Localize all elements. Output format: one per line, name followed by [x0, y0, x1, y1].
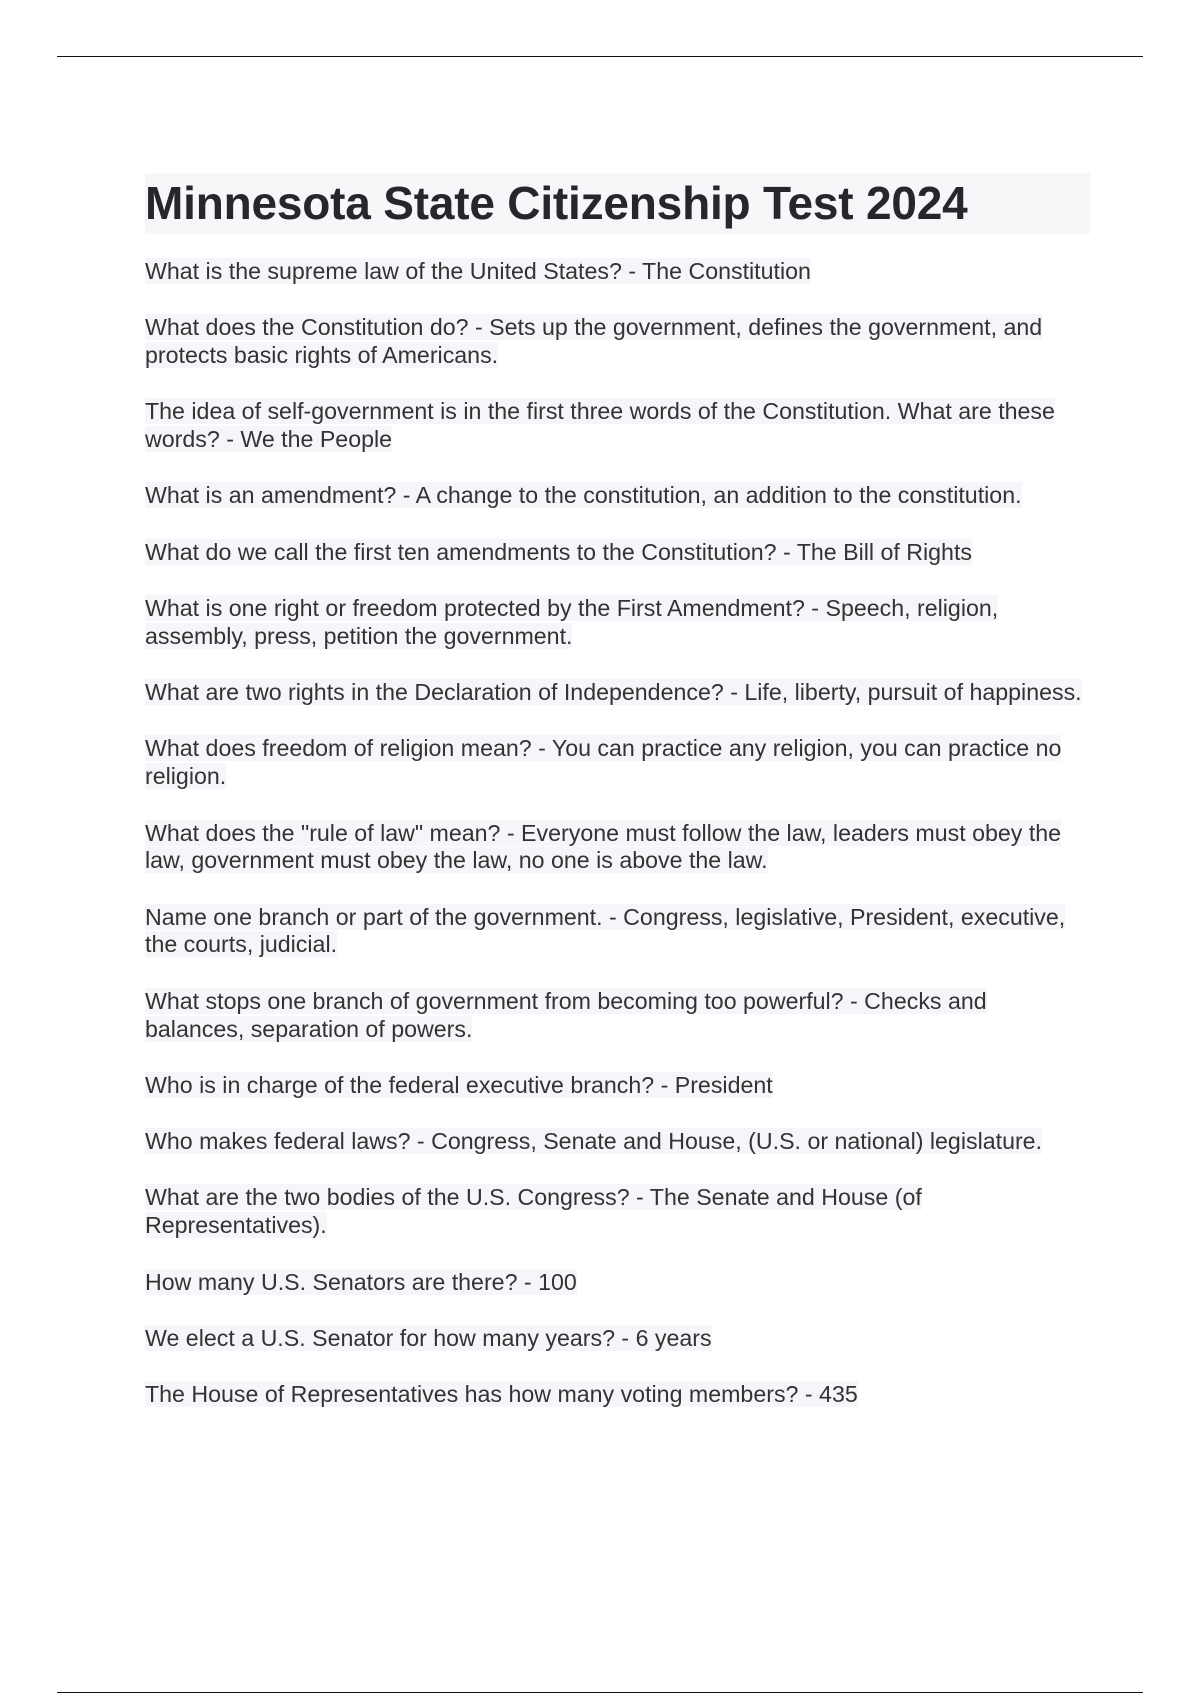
question-item: What is the supreme law of the United States? - The Constitution [145, 258, 811, 284]
question-item: What does the "rule of law" mean? - Everyone must follow the law, leaders must obey the law, government must obey the law, no one is above the law. [145, 819, 1062, 874]
question-item: Who makes federal laws? - Congress, Senate and House, (U.S. or national) legislature. [145, 1128, 1043, 1155]
question-item: What do we call the first ten amendments to the Constitution? - The Bill of Rights [145, 538, 972, 565]
question-item: What does freedom of religion mean? - You can practice any religion, you can practice no religion. [145, 735, 1062, 790]
question-item: How many U.S. Senators are there? - 100 [145, 1268, 577, 1295]
document-body [145, 173, 1090, 1437]
top-rule [57, 56, 1143, 57]
question-item: We elect a U.S. Senator for how many years? - 6 years [145, 1324, 712, 1351]
question-item: What is an amendment? - A change to the constitution, an addition to the constitution. [145, 482, 1022, 509]
question-item: What stops one branch of government from becoming too powerful? - Checks and balances, separation of powers. [145, 987, 987, 1042]
question-item: Name one branch or part of the government. - Congress, legislative, President, executive, the courts, judicial. [145, 903, 1066, 958]
question-item: What are two rights in the Declaration of Independence? - Life, liberty, pursuit of happiness. [145, 679, 1082, 706]
question-item: The idea of self-government is in the first three words of the Constitution. What are these words? - We the People [145, 398, 1055, 453]
question-item: What are the two bodies of the U.S. Congress? - The Senate and House (of Representatives). [145, 1184, 922, 1239]
question-list [145, 258, 1090, 1409]
question-item: What is one right or freedom protected by the First Amendment? - Speech, religion, assembly, press, petition the government. [145, 595, 999, 649]
question-item: Who is in charge of the federal executive branch? - President [145, 1071, 773, 1098]
question-item: The House of Representatives has how many voting members? - 435 [145, 1381, 858, 1408]
document-title: Minnesota State Citizenship Test 2024 [145, 177, 968, 229]
title-block [145, 173, 1090, 234]
bottom-rule [57, 1692, 1143, 1693]
question-item: What does the Constitution do? - Sets up the government, defines the government, and protects basic rights of Americans. [145, 314, 1043, 369]
